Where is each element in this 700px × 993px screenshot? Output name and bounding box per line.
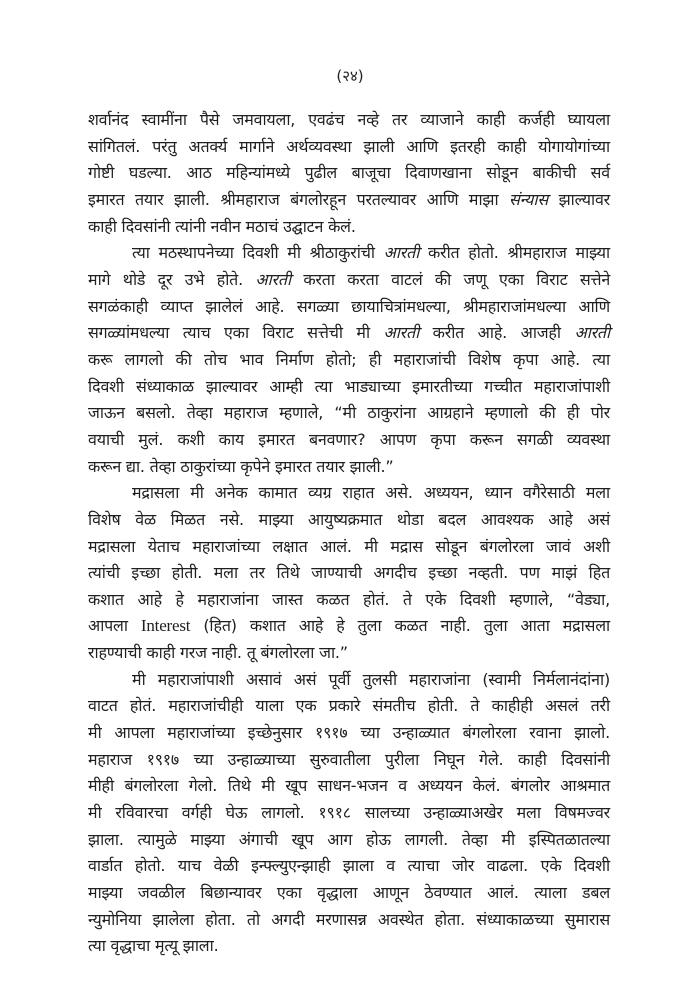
text-line: झाला. त्यामुळे माझ्या अंगाची खूप आग होऊ लागली. तेव्हा मी इस्पितळातल्या	[88, 829, 610, 849]
text-line: शर्वानंद स्वामींना पैसे जमवायला, एवढंच नव्हे तर व्याजाने काही कर्जही घ्यायला	[88, 110, 610, 129]
text-line: त्यांची इच्छा होती. मला तर तिथे जाण्याची अगदीच इच्छा नव्हती. पण माझं हित	[88, 563, 610, 583]
text-line: वयाची मुलं. कशी काय इमारत बनवणार? आपण कृपा करून सगळी व्यवस्था	[88, 429, 610, 449]
paragraph	[88, 240, 610, 480]
text-line: कशात आहे हे महाराजांना जास्त कळत होतं. ते एके दिवशी म्हणाले, “वेड्या,	[88, 589, 610, 609]
text-line: गोष्टी घडल्या. आठ महिन्यांमध्ये पुढील बाजूचा दिवाणखाना सोडून बाकीची सर्व	[88, 163, 610, 183]
italic-term: आरती	[383, 243, 420, 263]
text-line: सांगितलं. परंतु अतर्क्य मार्गाने अर्थव्यवस्था झाली आणि इतरही काही योगायोगांच्या	[88, 136, 610, 156]
english-term: Interest	[140, 616, 191, 636]
text-line: सगळ्यांमधल्या त्याच एका विराट सत्तेची मी आरती करीत आहे. आजही आरती	[88, 323, 610, 343]
text-line: त्या वृद्धाचा मृत्यू झाला.	[88, 936, 219, 956]
paragraph	[88, 480, 610, 667]
page-number: (२४)	[336, 67, 364, 85]
text-line: माझ्या जवळील बिछान्यावर एका वृद्धाला आणून ठेवण्यात आलं. त्याला डबल	[88, 883, 610, 903]
text-line: महाराज १९१७ च्या उन्हाळ्याच्या सुरुवातीला पुरीला निघून गेले. काही दिवसांनी	[88, 749, 610, 769]
text-line: दिवशी संध्याकाळ झाल्यावर आम्ही त्या भाड्याच्या इमारतीच्या गच्चीत महाराजांपाशी	[88, 376, 610, 396]
italic-term: आरती	[255, 269, 291, 289]
text-line: वार्डात होतो. याच वेळी इन्फ्ल्युएन्झाही झाला व त्याचा जोर वाढला. एके दिवशी	[88, 856, 610, 876]
text-line: मद्रासला मी अनेक कामात व्यग्र राहात असे. अध्ययन, ध्यान वगैरेसाठी मला	[132, 483, 610, 503]
text-line: न्युमोनिया झालेला होता. तो अगदी मरणासन्न अवस्थेत होता. संध्याकाळच्या सुमारास	[88, 909, 610, 929]
page-body	[88, 107, 610, 960]
italic-term: आरती	[574, 323, 610, 343]
text-line: मी रविवारचा वर्गही घेऊ लागलो. १९१८ सालच्या उन्हाळ्याअखेर मला विषमज्वर	[88, 803, 610, 823]
text-line: त्या मठस्थापनेच्या दिवशी मी श्रीठाकुरांची आरती करीत होतो. श्रीमहाराज माझ्या	[132, 243, 610, 263]
italic-term: संन्यास	[509, 189, 548, 209]
text-line: करून द्या. तेव्हा ठाकुरांच्या कृपेने इमारत तयार झाली.”	[88, 456, 394, 476]
text-line: इमारत तयार झाली. श्रीमहाराज बंगलोरहून परतल्यावर आणि माझा संन्यास झाल्यावर	[88, 189, 610, 209]
text-line: वाटत होतं. महाराजांचीही याला एक प्रकारे संमतीच होती. ते काहीही असलं तरी	[88, 696, 610, 716]
text-line: मागे थोडे दूर उभे होते. आरती करता करता वाटलं की जणू एका विराट सत्तेने	[88, 269, 611, 289]
text-line: आपला Interest (हित) कशात आहे हे तुला कळत नाही. तुला आता मद्रासला	[88, 616, 610, 636]
text-line: सगळंकाही व्याप्त झालेलं आहे. सगळ्या छायाचित्रांमधल्या, श्रीमहाराजांमधल्या आणि	[88, 296, 610, 316]
text-line: मी आपला महाराजांच्या इच्छेनुसार १९१७ च्या उन्हाळ्यात बंगलोरला रवाना झालो.	[88, 723, 610, 743]
text-line: जाऊन बसलो. तेव्हा महाराज म्हणाले, “मी ठाकुरांना आग्रहाने म्हणालो की ही पोर	[88, 403, 610, 423]
text-line: विशेष वेळ मिळत नसे. माझ्या आयुष्यक्रमात थोडा बदल आवश्यक आहे असं	[88, 509, 610, 529]
text-line: मद्रासला येताच महाराजांच्या लक्षात आलं. मी मद्रास सोडून बंगलोरला जावं अशी	[88, 536, 610, 556]
paragraph	[88, 107, 610, 240]
italic-term: आरती	[383, 323, 420, 343]
text-line: मीही बंगलोरला गेलो. तिथे मी खूप साधन-भजन व अध्ययन केलं. बंगलोर आश्रमात	[88, 776, 610, 796]
text-line: मी महाराजांपाशी असावं असं पूर्वी तुलसी महाराजांना (स्वामी निर्मलानंदांना)	[132, 669, 610, 689]
text-line: करू लागलो की तोच भाव निर्माण होतो; ही महाराजांची विशेष कृपा आहे. त्या	[88, 349, 610, 369]
text-line: काही दिवसांनी त्यांनी नवीन मठाचं उद्घाटन केलं.	[88, 216, 356, 236]
text-line: राहण्याची काही गरज नाही. तू बंगलोरला जा.”	[88, 643, 348, 663]
paragraph	[88, 667, 610, 960]
